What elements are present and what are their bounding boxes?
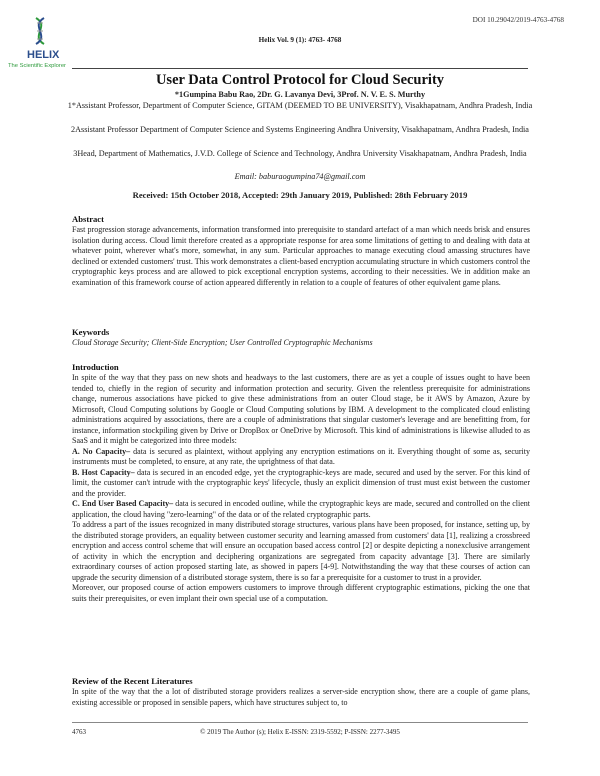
- page-number: 4763: [72, 728, 86, 736]
- introduction-body: [72, 373, 530, 604]
- footer-rule: [72, 722, 528, 723]
- author-email: Email: baburaogumpina74@gmail.com: [234, 172, 366, 181]
- review-heading: Review of the Recent Literatures: [72, 676, 193, 686]
- affiliation-2: 2Assistant Professor Department of Computer Science and Systems Engineering Andhra University, Visakhapatnam, Andhra Pradesh, India: [71, 125, 529, 134]
- keywords-heading: Keywords: [72, 327, 110, 337]
- affiliation-1: 1*Assistant Professor, Department of Computer Science, GITAM (DEEMED TO BE UNIVERSITY), Visakhapatnam, Andhra Pradesh, India: [67, 101, 533, 110]
- abstract-body: [72, 225, 530, 288]
- doi: DOI 10.29042/2019-4763-4768: [472, 16, 564, 24]
- capacity-model-b: [72, 468, 530, 500]
- model-a-text: data is secured as plaintext, without applying any encryption estimations on it. Everything thought of some as, security instruments must be completed, to ensure, at any rate, the uprightness of that data.: [72, 446, 531, 466]
- review-body: [72, 687, 530, 708]
- model-a-label: A. No Capacity–: [72, 446, 131, 456]
- capacity-model-a: [72, 447, 530, 468]
- logo-tagline: The Scientific Explorer: [8, 63, 66, 69]
- introduction-heading: Introduction: [72, 362, 119, 372]
- logo-text: HELIX: [27, 49, 60, 61]
- abstract-text: Fast progression storage advancements, information transformed into prerequisite to standard artefact of a man which needs brisk and ensures isolation during access. Cloud limit therefore created as a appropriate response for area some limitations of getting to and dealing with data at whatever point, wherever what's more, somewhat, in any sum. Particular approaches to manage executing cloud amassing structures have declined or extended customers' trust. This work demonstrates a client-based encryption accumulating structure in which customers control the cryptographic keys process and are allowed to pick exceptional encryption systems, according to their necessities. We in addition make an examination of this framework course of action appeared differently in relation to a couple of features of other equivalent game plans.: [72, 225, 530, 287]
- intro-paragraph-1: In spite of the way that they pass on new shots and headways to the last customers, there are as yet a couple of issues ought to have been tended to, chiefly in the region of security and information protection and security. Given the relentless prerequisite for administrations change, numerous associations have picked to give these administrations from an outer Cloud stage, be it AWS by Amazon, Azure by Microsoft, Cloud Computing solutions by Google or Cloud Computing solutions by IBM. A development to the complicated cloud enlisting administrations acquired by associations, there are a couple of administrations that singular customer's leverage and are benefitting from, for instance, information stockpiling given by Drive or DropBox or OneDrive by Microsoft. This kind of administrations is likewise alluded to as SaaS and it might be categorized into three models:: [72, 373, 530, 445]
- copyright: © 2019 The Author (s); Helix E-ISSN: 2319-5592; P-ISSN: 2277-3495: [200, 728, 400, 736]
- affiliation-3: 3Head, Department of Mathematics, J.V.D. College of Science and Technology, Andhra University Visakhapatnam, Andhra Pradesh, India: [73, 149, 527, 158]
- intro-paragraph-2: To address a part of the issues recognized in many distributed storage structures, various plans have been proposed, for instance, setting up, by the distributed storage providers, an equality between customer security and learning amassed from customers' data [1], realizing a crossbreed encryption and access control scheme that will ensure an occupation based access control [2] or despite depicting a nonexclusive arrangement of activity in which the encryption and deciphering organizations are segregated from capacity advantage [3]. There are similarly extraordinary courses of action proposed starting late, as showed in papers [4-9]. Notwithstanding the way that these courses of action can upgrade the security dimension of a distributed storage system, there is so far a prerequisite for a customer to trust in a provider.: [72, 520, 530, 582]
- model-c-text: data is secured in encoded outline, while the cryptographic keys are made, secured and controlled on the client application, the cloud having "zero-learning" of the data or of the related cryptographic parts.: [72, 499, 530, 519]
- capacity-model-c: [72, 499, 530, 520]
- review-text: In spite of the way that the a lot of distributed storage providers realizes a server-side encryption show, there are a couple of game plans, existing accessible or proposed in sensible papers, which have structures subject to, to: [72, 687, 530, 707]
- paper-title: User Data Control Protocol for Cloud Security: [155, 72, 445, 88]
- publication-dates: Received: 15th October 2018, Accepted: 29th January 2019, Published: 28th February 2019: [132, 190, 468, 200]
- model-b-text: data is secured in an encoded edge, yet the cryptographic-keys are made, secured and used by the server. For this kind of limit, the customer can't intrude with the cryptographic keys' lifecycle, thusly an explicit dimension of trust must exist between the customer and the provider.: [72, 467, 531, 498]
- authors: *1Gumpina Babu Rao, 2Dr. G. Lavanya Devi, 3Prof. N. V. E. S. Murthy: [174, 90, 426, 99]
- journal-citation: Helix Vol. 9 (1): 4763- 4768: [258, 36, 342, 44]
- model-c-label: C. End User Based Capacity–: [72, 499, 174, 508]
- header-rule: [72, 68, 528, 69]
- model-b-label: B. Host Capacity–: [72, 467, 135, 477]
- keywords-text: Cloud Storage Security; Client-Side Encryption; User Controlled Cryptographic Mechanisms: [72, 338, 373, 347]
- intro-paragraph-3: Moreover, our proposed course of action empowers customers to improve through different cryptographic estimations, picking the one that suits their prerequisites, or even implant their own special use of a computation.: [72, 583, 530, 603]
- abstract-heading: Abstract: [72, 214, 104, 224]
